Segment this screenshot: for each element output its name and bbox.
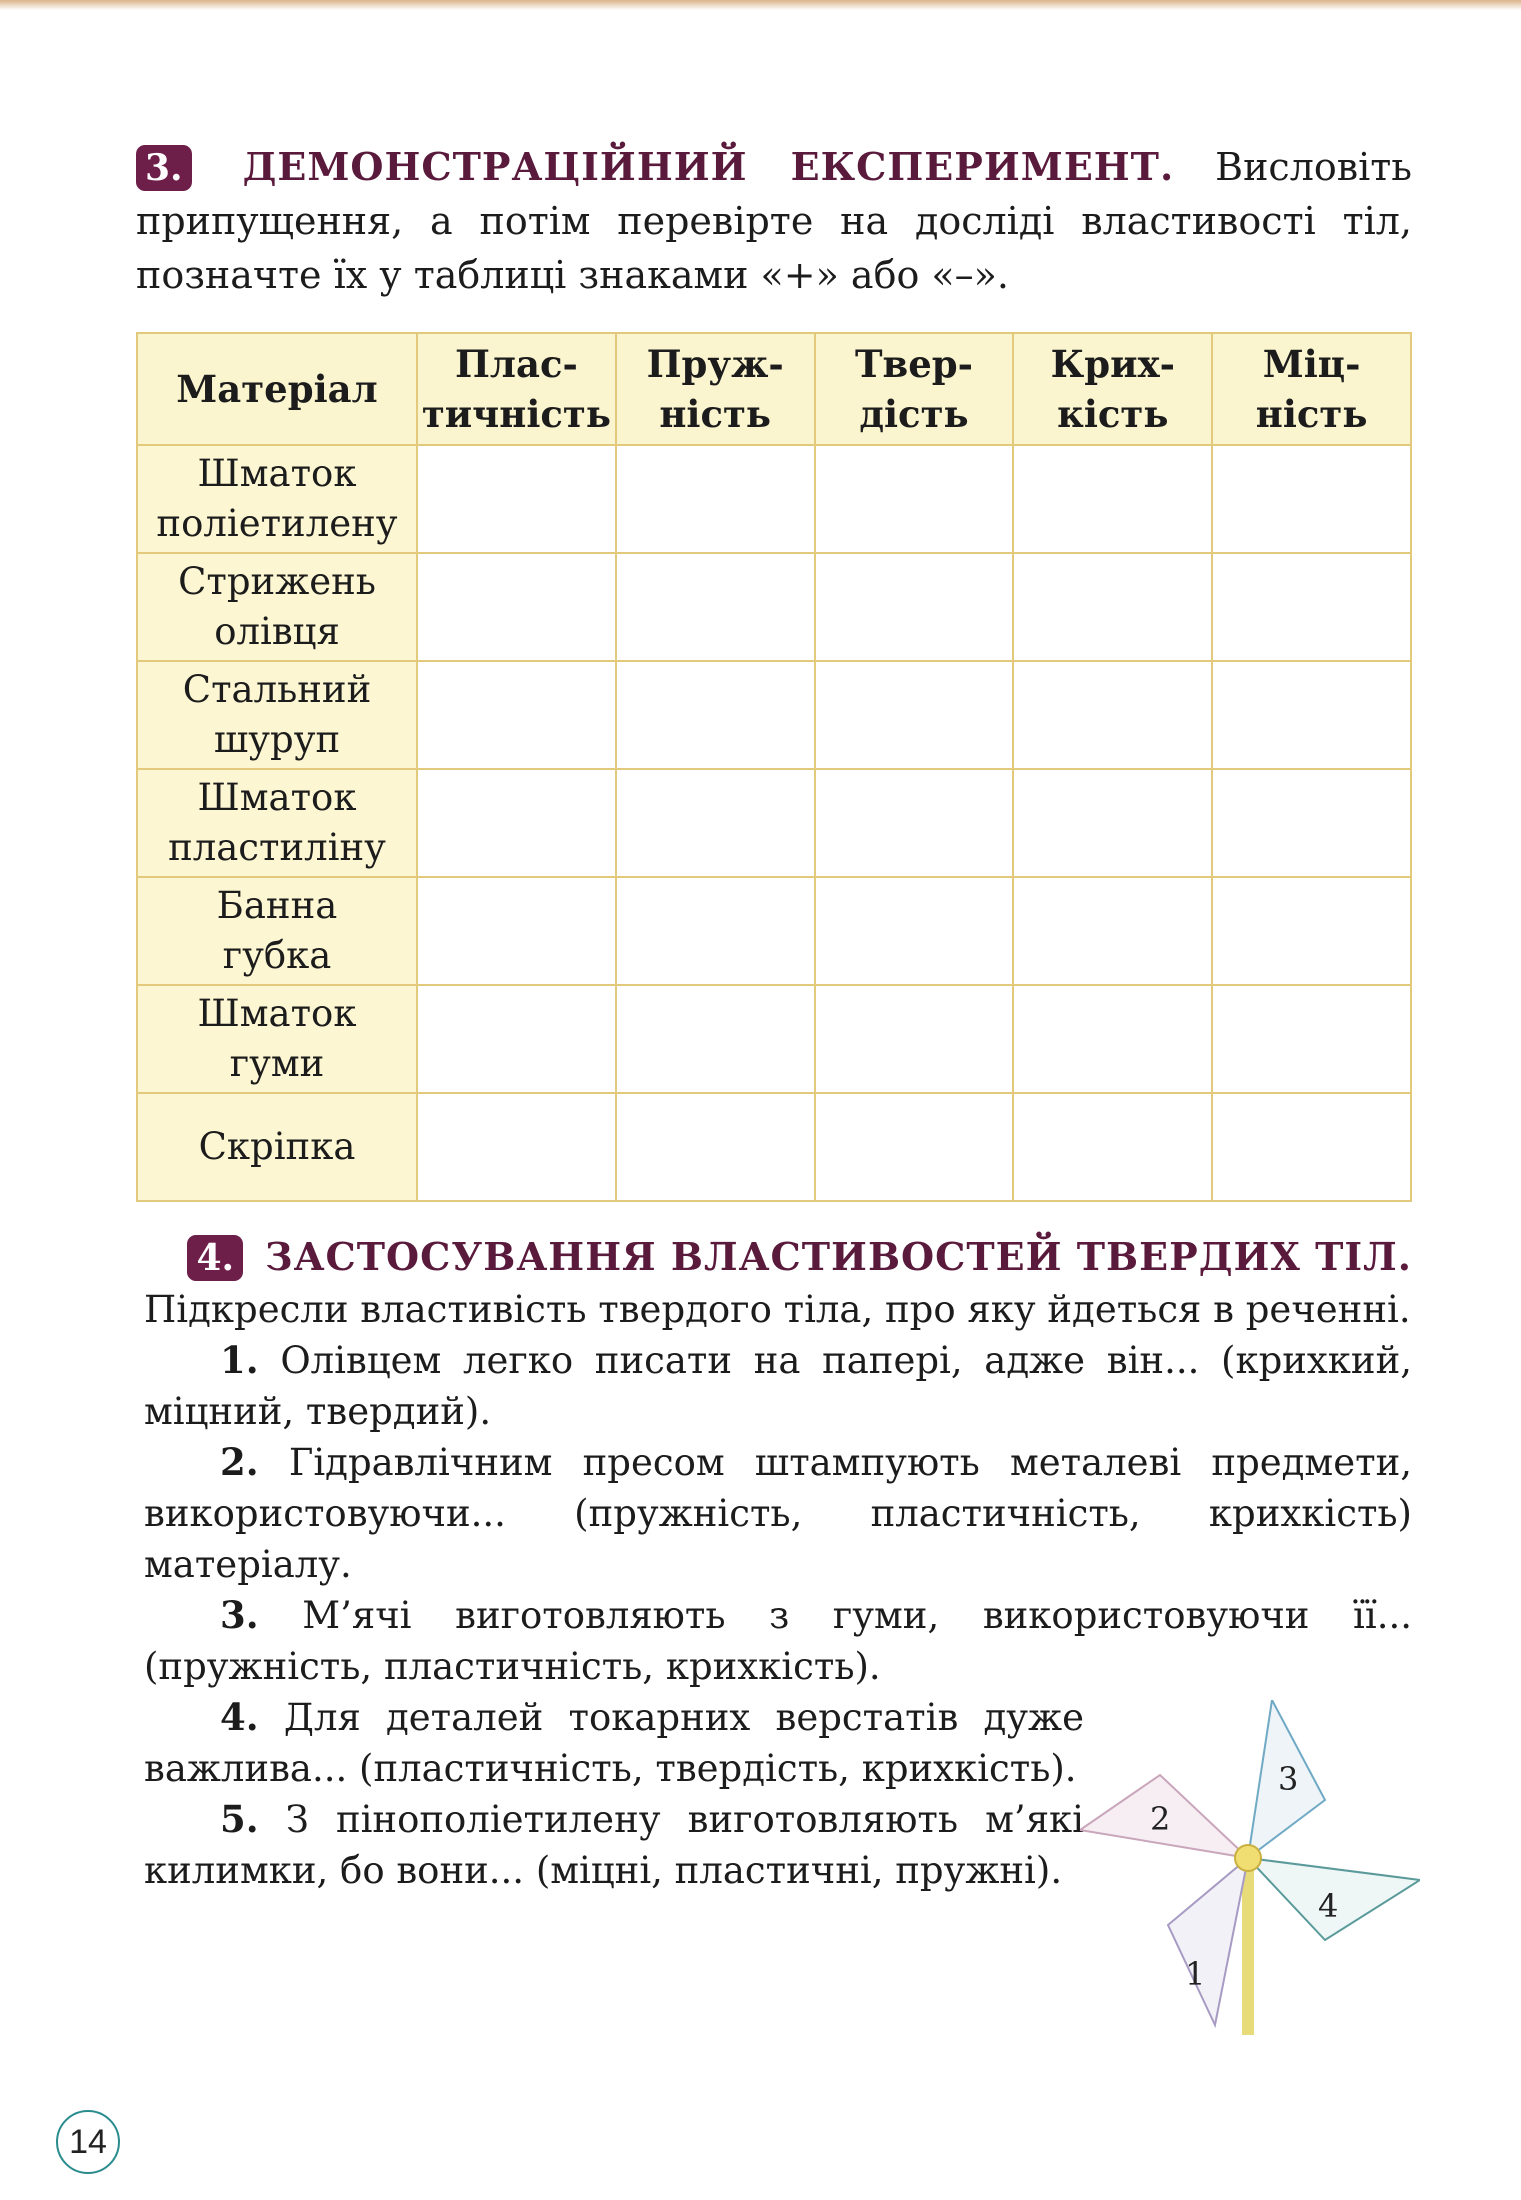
- answer-cell[interactable]: [616, 553, 815, 661]
- answer-cell[interactable]: [616, 445, 815, 553]
- answer-cell[interactable]: [1013, 445, 1212, 553]
- table-row: [137, 1093, 1411, 1201]
- task3-title: ДЕМОНСТРАЦІЙНИЙ ЕКСПЕРИМЕНТ.: [242, 144, 1175, 189]
- answer-cell[interactable]: [815, 769, 1014, 877]
- answer-cell[interactable]: [616, 985, 815, 1093]
- answer-cell[interactable]: [815, 1093, 1014, 1201]
- task3-number-badge: 3.: [136, 145, 192, 191]
- answer-cell[interactable]: [1013, 553, 1212, 661]
- list-item: 5. З пінополіетилену виготовляють м’які килимки, бо вони... (міцні, пластичні, пружні).: [144, 1797, 1084, 1892]
- blade-label-1: 1: [1185, 1955, 1206, 1993]
- material-cell: Стальний шуруп: [137, 661, 417, 769]
- header-brittleness: Крих- кість: [1013, 333, 1212, 445]
- material-cell: Банна губка: [137, 877, 417, 985]
- answer-cell[interactable]: [1013, 877, 1212, 985]
- pinwheel-stick: [1242, 1860, 1254, 2035]
- header-hardness: Твер- дість: [815, 333, 1014, 445]
- table-row: [137, 877, 1411, 985]
- material-cell: Шматок поліетилену: [137, 445, 417, 553]
- header-material: Матеріал: [137, 333, 417, 445]
- answer-cell[interactable]: [616, 877, 815, 985]
- properties-table: [136, 332, 1412, 1202]
- answer-cell[interactable]: [1212, 1093, 1411, 1201]
- task4-number-badge: 4.: [187, 1235, 243, 1281]
- table-row: [137, 769, 1411, 877]
- pinwheel-hub: [1235, 1845, 1261, 1871]
- answer-cell[interactable]: [815, 877, 1014, 985]
- page-edge: [0, 0, 1521, 10]
- list-item: 1. Олівцем легко писати на папері, адже він... (крихкий, міцний, твердий).: [144, 1338, 1413, 1433]
- answer-cell[interactable]: [815, 553, 1014, 661]
- answer-cell[interactable]: [417, 877, 616, 985]
- task4-title: ЗАСТОСУВАННЯ ВЛАСТИВОСТЕЙ ТВЕРДИХ ТІЛ.: [265, 1234, 1412, 1279]
- table-row: [137, 553, 1411, 661]
- list-item: 3. М’ячі виготовляють з гуми, використовуючи її... (пружність, пластичність, крихкість).: [144, 1593, 1412, 1688]
- answer-cell[interactable]: [1212, 661, 1411, 769]
- table-row: [137, 985, 1411, 1093]
- answer-cell[interactable]: [1013, 661, 1212, 769]
- answer-cell[interactable]: [417, 553, 616, 661]
- blade-label-2: 2: [1150, 1800, 1171, 1838]
- answer-cell[interactable]: [1212, 445, 1411, 553]
- table-row: [137, 445, 1411, 553]
- table-row: [137, 661, 1411, 769]
- pinwheel-illustration: [1080, 1700, 1420, 2040]
- answer-cell[interactable]: [417, 1093, 616, 1201]
- header-strength: Міц- ність: [1212, 333, 1411, 445]
- task3-section: [136, 140, 1412, 302]
- answer-cell[interactable]: [1212, 985, 1411, 1093]
- answer-cell[interactable]: [1013, 1093, 1212, 1201]
- header-plasticity: Плас- тичність: [417, 333, 616, 445]
- answer-cell[interactable]: [616, 661, 815, 769]
- list-item: 4. Для деталей токарних верстатів дуже важлива... (пластичність, твердість, крихкість).: [144, 1695, 1084, 1790]
- task3-heading: [136, 140, 1412, 302]
- table-header-row: [137, 333, 1411, 445]
- pinwheel-blade-1: [1168, 1858, 1248, 2025]
- answer-cell[interactable]: [1013, 769, 1212, 877]
- blade-label-4: 4: [1318, 1887, 1339, 1925]
- material-cell: Шматок пластиліну: [137, 769, 417, 877]
- task3-instructions: Висловіть припущення, а потім перевірте на досліді властивості тіл, позначте їх у таблиці знаками «+» або «–».: [136, 145, 1412, 297]
- answer-cell[interactable]: [616, 769, 815, 877]
- task4-intro: Підкресли властивість твердого тіла, про яку йдеться в реченні.: [144, 1288, 1411, 1331]
- answer-cell[interactable]: [417, 769, 616, 877]
- header-elasticity: Пруж- ність: [616, 333, 815, 445]
- answer-cell[interactable]: [417, 661, 616, 769]
- answer-cell[interactable]: [1212, 769, 1411, 877]
- answer-cell[interactable]: [616, 1093, 815, 1201]
- list-item: 2. Гідравлічним пресом штампують металеві предмети, використовуючи... (пружність, пластичність, крихкість) матеріалу.: [144, 1440, 1412, 1586]
- answer-cell[interactable]: [815, 445, 1014, 553]
- answer-cell[interactable]: [417, 445, 616, 553]
- material-cell: Шматок гуми: [137, 985, 417, 1093]
- answer-cell[interactable]: [815, 985, 1014, 1093]
- answer-cell[interactable]: [1212, 553, 1411, 661]
- task4-heading: [144, 1230, 1412, 1284]
- answer-cell[interactable]: [1013, 985, 1212, 1093]
- page-number: 14: [56, 2110, 120, 2174]
- material-cell: Стрижень олівця: [137, 553, 417, 661]
- blade-label-3: 3: [1278, 1760, 1299, 1798]
- material-cell: Скріпка: [137, 1093, 417, 1201]
- answer-cell[interactable]: [417, 985, 616, 1093]
- answer-cell[interactable]: [815, 661, 1014, 769]
- answer-cell[interactable]: [1212, 877, 1411, 985]
